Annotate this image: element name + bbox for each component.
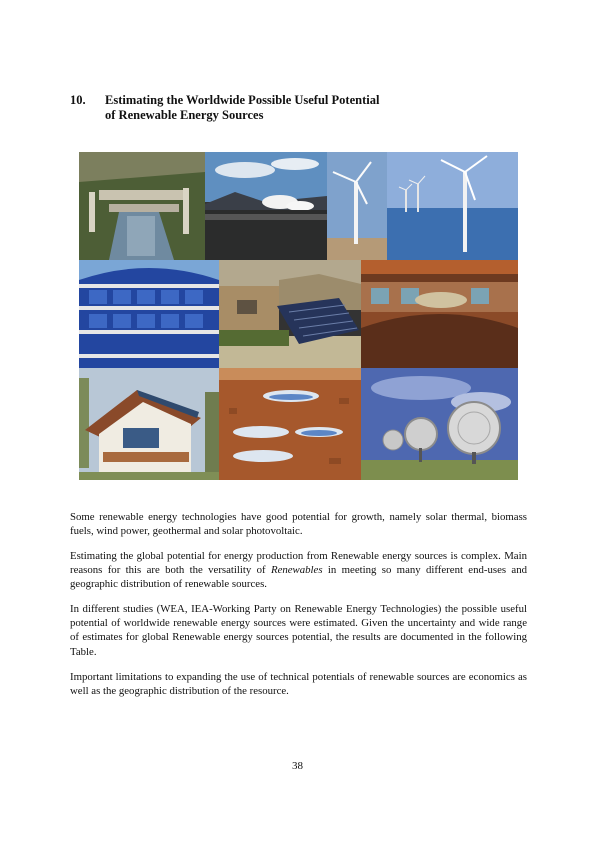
section-title-line-1: Estimating the Worldwide Possible Useful Potential bbox=[105, 93, 380, 107]
biomass-storage-hall-photo bbox=[361, 260, 518, 368]
solar-house-photo bbox=[79, 368, 219, 480]
section-title bbox=[105, 93, 465, 123]
section-number: 10. bbox=[70, 93, 86, 107]
solar-facade-building-photo bbox=[79, 260, 219, 368]
renewable-energy-photo-collage bbox=[79, 152, 518, 480]
geothermal-plant-photo bbox=[205, 152, 327, 260]
solar-panel-array-photo bbox=[219, 260, 361, 368]
paragraph-estimating-text-end: in meeting so many different end-uses and geographic distribution of renewable sources. bbox=[70, 564, 528, 591]
renewables-italic-term: Renewables bbox=[270, 564, 323, 577]
hydro-dam-locks-photo bbox=[79, 152, 205, 260]
offshore-wind-farm-photo bbox=[387, 152, 518, 260]
dish-concentrators-photo bbox=[361, 368, 518, 480]
paragraph-growth-potential: Some renewable energy technologies have good potential for growth, namely solar thermal, biomass fuels, wind power, geothermal and solar photovoltaic. bbox=[70, 511, 527, 538]
paragraph-limitations: Important limitations to expanding the use of technical potentials of renewable sources are economics as well as the geographic distribution of the resource. bbox=[70, 671, 527, 698]
page-number: 38 bbox=[292, 760, 303, 772]
paragraph-estimating-complexity bbox=[70, 549, 527, 592]
paragraph-studies: In different studies (WEA, IEA-Working Party on Renewable Energy Technologies) the possible useful potential of worldwide renewable energy sources were estimated. Given the uncertainty and wide range of estimates for global Renewable energy sources potential, the results are documented in the following Table. bbox=[70, 603, 527, 658]
wind-turbine-photo bbox=[327, 152, 387, 260]
section-title-line-2: of Renewable Energy Sources bbox=[105, 108, 264, 122]
solar-collector-field-photo bbox=[219, 368, 361, 480]
paragraph-estimating-text-start: Estimating the global potential for energy production from Renewable energy sources is complex. Main reasons for this are both the versatility of bbox=[70, 550, 527, 577]
